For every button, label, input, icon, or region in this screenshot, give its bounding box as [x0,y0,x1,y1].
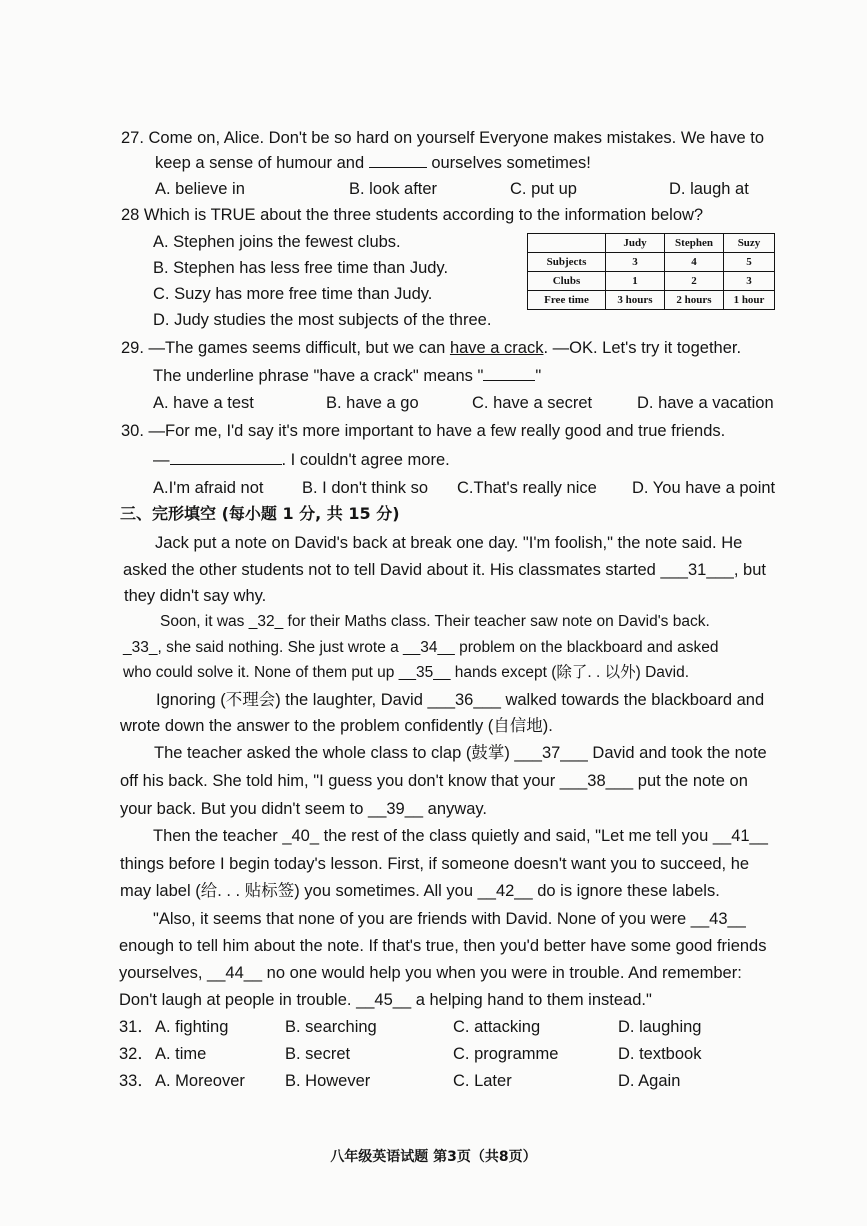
table-cell: 2 hours [665,291,724,310]
q29-option-c: C. have a secret [472,394,593,412]
q28-option-a: A. Stephen joins the fewest clubs. [153,233,401,251]
answer-option: C. Later [453,1072,512,1090]
passage-line: who could solve it. None of them put up __35__ hands except (除了. . 以外) David. [123,664,690,681]
q27-stem-line1: 27. Come on, Alice. Don't be so hard on yourself Everyone makes mistakes. We have to [121,129,765,147]
passage-line: Jack put a note on David's back at break one day. "I'm foolish," the note said. He [155,534,743,552]
q29-option-a: A. have a test [153,394,254,412]
table-row [528,253,775,272]
answer-option: D. laughing [618,1018,702,1036]
table-cell: 1 [606,272,665,291]
q28-option-d: D. Judy studies the most subjects of the three. [153,311,492,329]
answer-option: B. However [285,1072,371,1090]
table-cell: 3 hours [606,291,665,310]
table-header-cell: Judy [606,234,665,253]
table-cell: 4 [665,253,724,272]
table-header-cell [528,234,606,253]
answer-number: 32． [119,1045,154,1063]
passage-line: things before I begin today's lesson. First, if someone doesn't want you to succeed, he [120,855,750,873]
passage-line: "Also, it seems that none of you are friends with David. None of you were __43__ [153,910,746,928]
q27-stem-line2: keep a sense of humour and ourselves sometimes! [155,151,591,174]
q28-stem: 28 Which is TRUE about the three students according to the information below? [121,206,704,224]
passage-line: Soon, it was _32_ for their Maths class. Their teacher saw note on David's back. [160,613,710,630]
q29-stem-line1: 29. —The games seems difficult, but we can have a crack. —OK. Let's try it together. [121,339,742,357]
answer-option: B. secret [285,1045,351,1063]
answer-number: 31． [119,1018,154,1036]
q28-option-c: C. Suzy has more free time than Judy. [153,285,433,303]
passage-line: may label (给. . . 贴标签) you sometimes. All you __42__ do is ignore these labels. [120,882,720,900]
answer-number: 33． [119,1072,154,1090]
answer-option: B. searching [285,1018,377,1036]
q30-option-d: D. You have a point [632,479,776,497]
answer-option: C. attacking [453,1018,541,1036]
passage-line: enough to tell him about the note. If that's true, then you'd better have some good friends [119,937,767,955]
answer-option: C. programme [453,1045,559,1063]
q27-option-c: C. put up [510,180,577,198]
q27-option-b: B. look after [349,180,438,198]
q30-option-c: C.That's really nice [457,479,597,497]
passage-line: Ignoring (不理会) the laughter, David ___36___ walked towards the blackboard and [156,691,765,709]
table-cell: 2 [665,272,724,291]
passage-line: off his back. She told him, "I guess you don't know that your ___38___ put the note on [120,772,748,790]
q30-option-b: B. I don't think so [302,479,429,497]
underlined-phrase: have a crack [449,339,544,357]
table-header-cell: Suzy [724,234,775,253]
q30-stem-line1: 30. —For me, I'd say it's more important to have a few really good and true friends. [121,422,726,440]
q27-blank [369,151,427,168]
q30-stem-line2: — . I couldn't agree more. [153,448,450,471]
q28-info-table [527,233,775,310]
passage-line: Don't laugh at people in trouble. __45__ a helping hand to them instead." [119,991,652,1009]
table-header-row [528,234,775,253]
table-row [528,291,775,310]
table-cell: 1 hour [724,291,775,310]
answer-option: D. textbook [618,1045,702,1063]
table-header-cell: Stephen [665,234,724,253]
passage-line: _33_, she said nothing. She just wrote a __34__ problem on the blackboard and asked [123,639,719,656]
table-cell: 3 [606,253,665,272]
passage-line: yourselves, __44__ no one would help you when you were in trouble. And remember: [119,964,742,982]
passage-line: wrote down the answer to the problem confidently (自信地). [120,717,553,735]
q29-stem-line2: The underline phrase "have a crack" means " " [153,364,541,387]
table-row [528,272,775,291]
answer-option: A. time [155,1045,207,1063]
q29-blank [483,364,535,381]
passage-line: The teacher asked the whole class to clap (鼓掌) ___37___ David and took the note [154,744,767,762]
table-cell: Free time [528,291,606,310]
passage-line: Then the teacher _40_ the rest of the class quietly and said, "Let me tell you __41__ [153,827,768,845]
answer-option: D. Again [618,1072,681,1090]
table-cell: 5 [724,253,775,272]
answer-option: A. fighting [155,1018,229,1036]
passage-line: asked the other students not to tell David about it. His classmates started ___31___, but [123,561,766,579]
table-cell: 3 [724,272,775,291]
table-cell: Subjects [528,253,606,272]
q27-option-a: A. believe in [155,180,245,198]
q30-blank [170,448,282,465]
passage-line: they didn't say why. [124,587,267,605]
q27-option-d: D. laugh at [669,180,749,198]
page-footer: 八年级英语试题 第3页（共8页） [330,1149,537,1165]
q29-option-d: D. have a vacation [637,394,774,412]
answer-option: A. Moreover [155,1072,245,1090]
passage-line: your back. But you didn't seem to __39__ anyway. [120,800,487,818]
q28-option-b: B. Stephen has less free time than Judy. [153,259,449,277]
q30-option-a: A.I'm afraid not [153,479,264,497]
table-cell: Clubs [528,272,606,291]
section-heading: 三、完形填空 (每小题 1 分, 共 15 分) [120,504,400,523]
q29-option-b: B. have a go [326,394,419,412]
